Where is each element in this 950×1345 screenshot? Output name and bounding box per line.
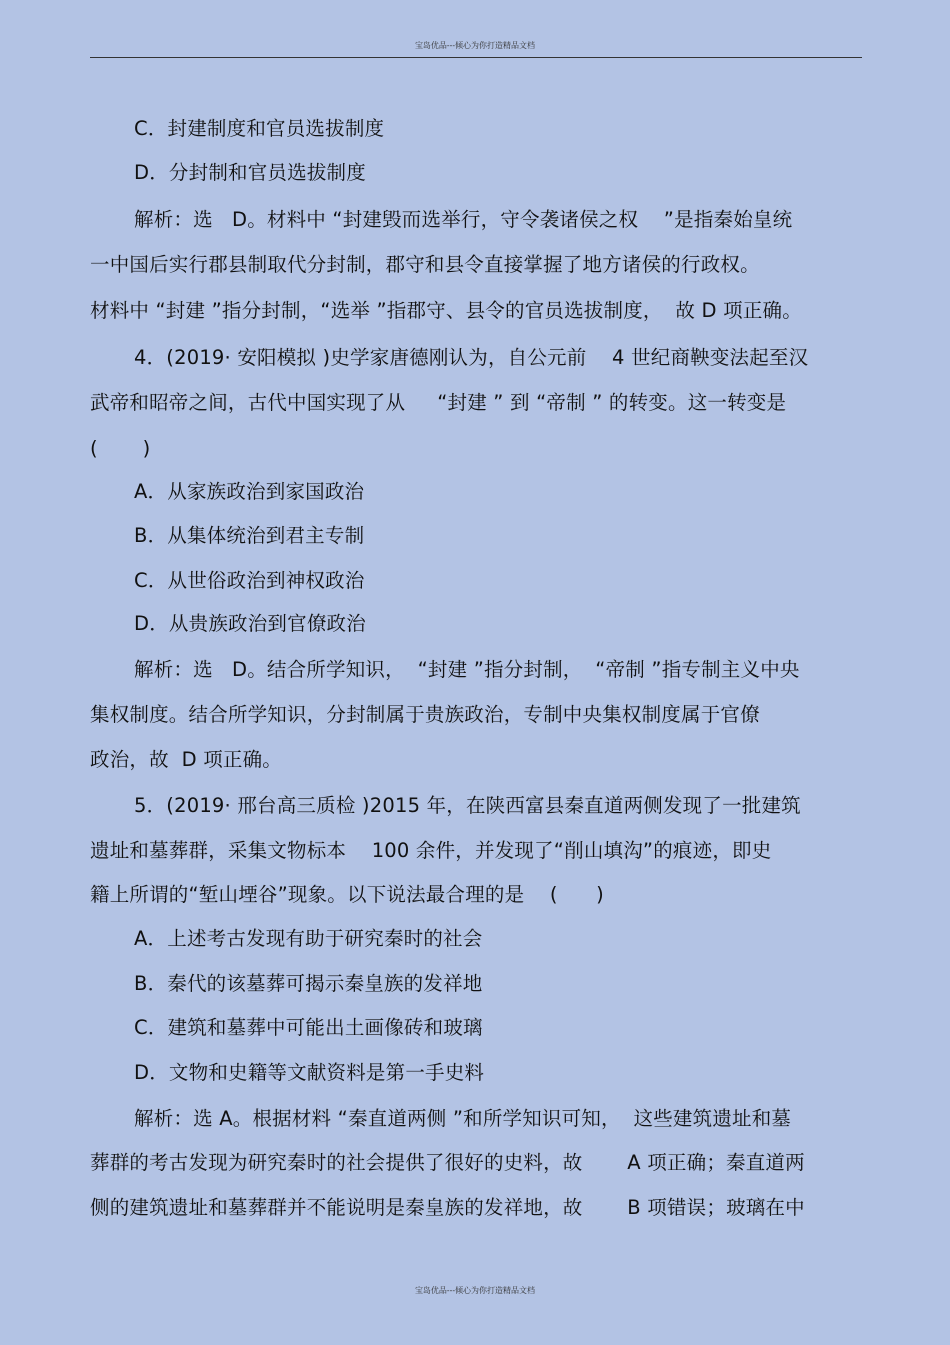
question-4-line: 4．(2019· 安阳模拟 )史学家唐德刚认为，自公元前 4 世纪商鞅变法起至汉 xyxy=(134,346,809,369)
analysis-line: 集权制度。结合所学知识，分封制属于贵族政治，专制中央集权制度属于官僚 xyxy=(90,703,760,726)
option-c: C．封建制度和官员选拔制度 xyxy=(134,117,385,140)
option-d: D．分封制和官员选拔制度 xyxy=(134,161,366,184)
analysis-line: 解析：选 A。根据材料 “秦直道两侧 ”和所学知识可知， 这些建筑遗址和墓 xyxy=(134,1107,792,1130)
option-d: D．文物和史籍等文献资料是第一手史料 xyxy=(134,1061,485,1084)
option-a: A．从家族政治到家国政治 xyxy=(134,480,365,503)
option-b: B．秦代的该墓葬可揭示秦皇族的发祥地 xyxy=(134,972,483,995)
analysis-line: 侧的建筑遗址和墓葬群并不能说明是秦皇族的发祥地，故 B 项错误；玻璃在中 xyxy=(90,1196,805,1219)
analysis-line: 政治，故 D 项正确。 xyxy=(90,748,283,771)
page-footer-text: 宝岛优品---倾心为你打造精品文档 xyxy=(414,1286,536,1295)
analysis-line: 葬群的考古发现为研究秦时的社会提供了很好的史料，故 A 项正确；秦直道两 xyxy=(90,1151,805,1174)
option-c: C．从世俗政治到神权政治 xyxy=(134,569,365,592)
question-5-line: 籍上所谓的“堑山堙谷”现象。以下说法最合理的是 ( ) xyxy=(90,883,604,906)
page-header-text: 宝岛优品---倾心为你打造精品文档 xyxy=(414,41,536,50)
question-5-line: 遗址和墓葬群，采集文物标本 100 余件，并发现了“削山填沟”的痕迹，即史 xyxy=(90,839,772,862)
analysis-line: 材料中 “封建 ”指分封制，“选举 ”指郡守、县令的官员选拔制度， 故 D 项正确。 xyxy=(90,299,802,322)
analysis-line: 解析：选 D。结合所学知识， “封建 ”指分封制， “帝制 ”指专制主义中央 xyxy=(134,658,800,681)
option-a: A．上述考古发现有助于研究秦时的社会 xyxy=(134,927,483,950)
option-d: D．从贵族政治到官僚政治 xyxy=(134,612,366,635)
option-c: C．建筑和墓葬中可能出土画像砖和玻璃 xyxy=(134,1016,483,1039)
analysis-line: 一中国后实行郡县制取代分封制，郡守和县令直接掌握了地方诸侯的行政权。 xyxy=(90,253,760,276)
question-5-line: 5．(2019· 邢台高三质检 )2015 年，在陕西富县秦直道两侧发现了一批建筑 xyxy=(134,794,801,817)
option-b: B．从集体统治到君主专制 xyxy=(134,524,365,547)
analysis-line: 解析：选 D。材料中 “封建毁而选举行，守令袭诸侯之权 ”是指秦始皇统 xyxy=(134,208,793,231)
header-divider xyxy=(90,57,862,58)
answer-bracket: ( ) xyxy=(90,437,151,460)
question-4-line: 武帝和昭帝之间，古代中国实现了从 “封建 ” 到 “帝制 ” 的转变。这一转变是 xyxy=(90,391,787,414)
